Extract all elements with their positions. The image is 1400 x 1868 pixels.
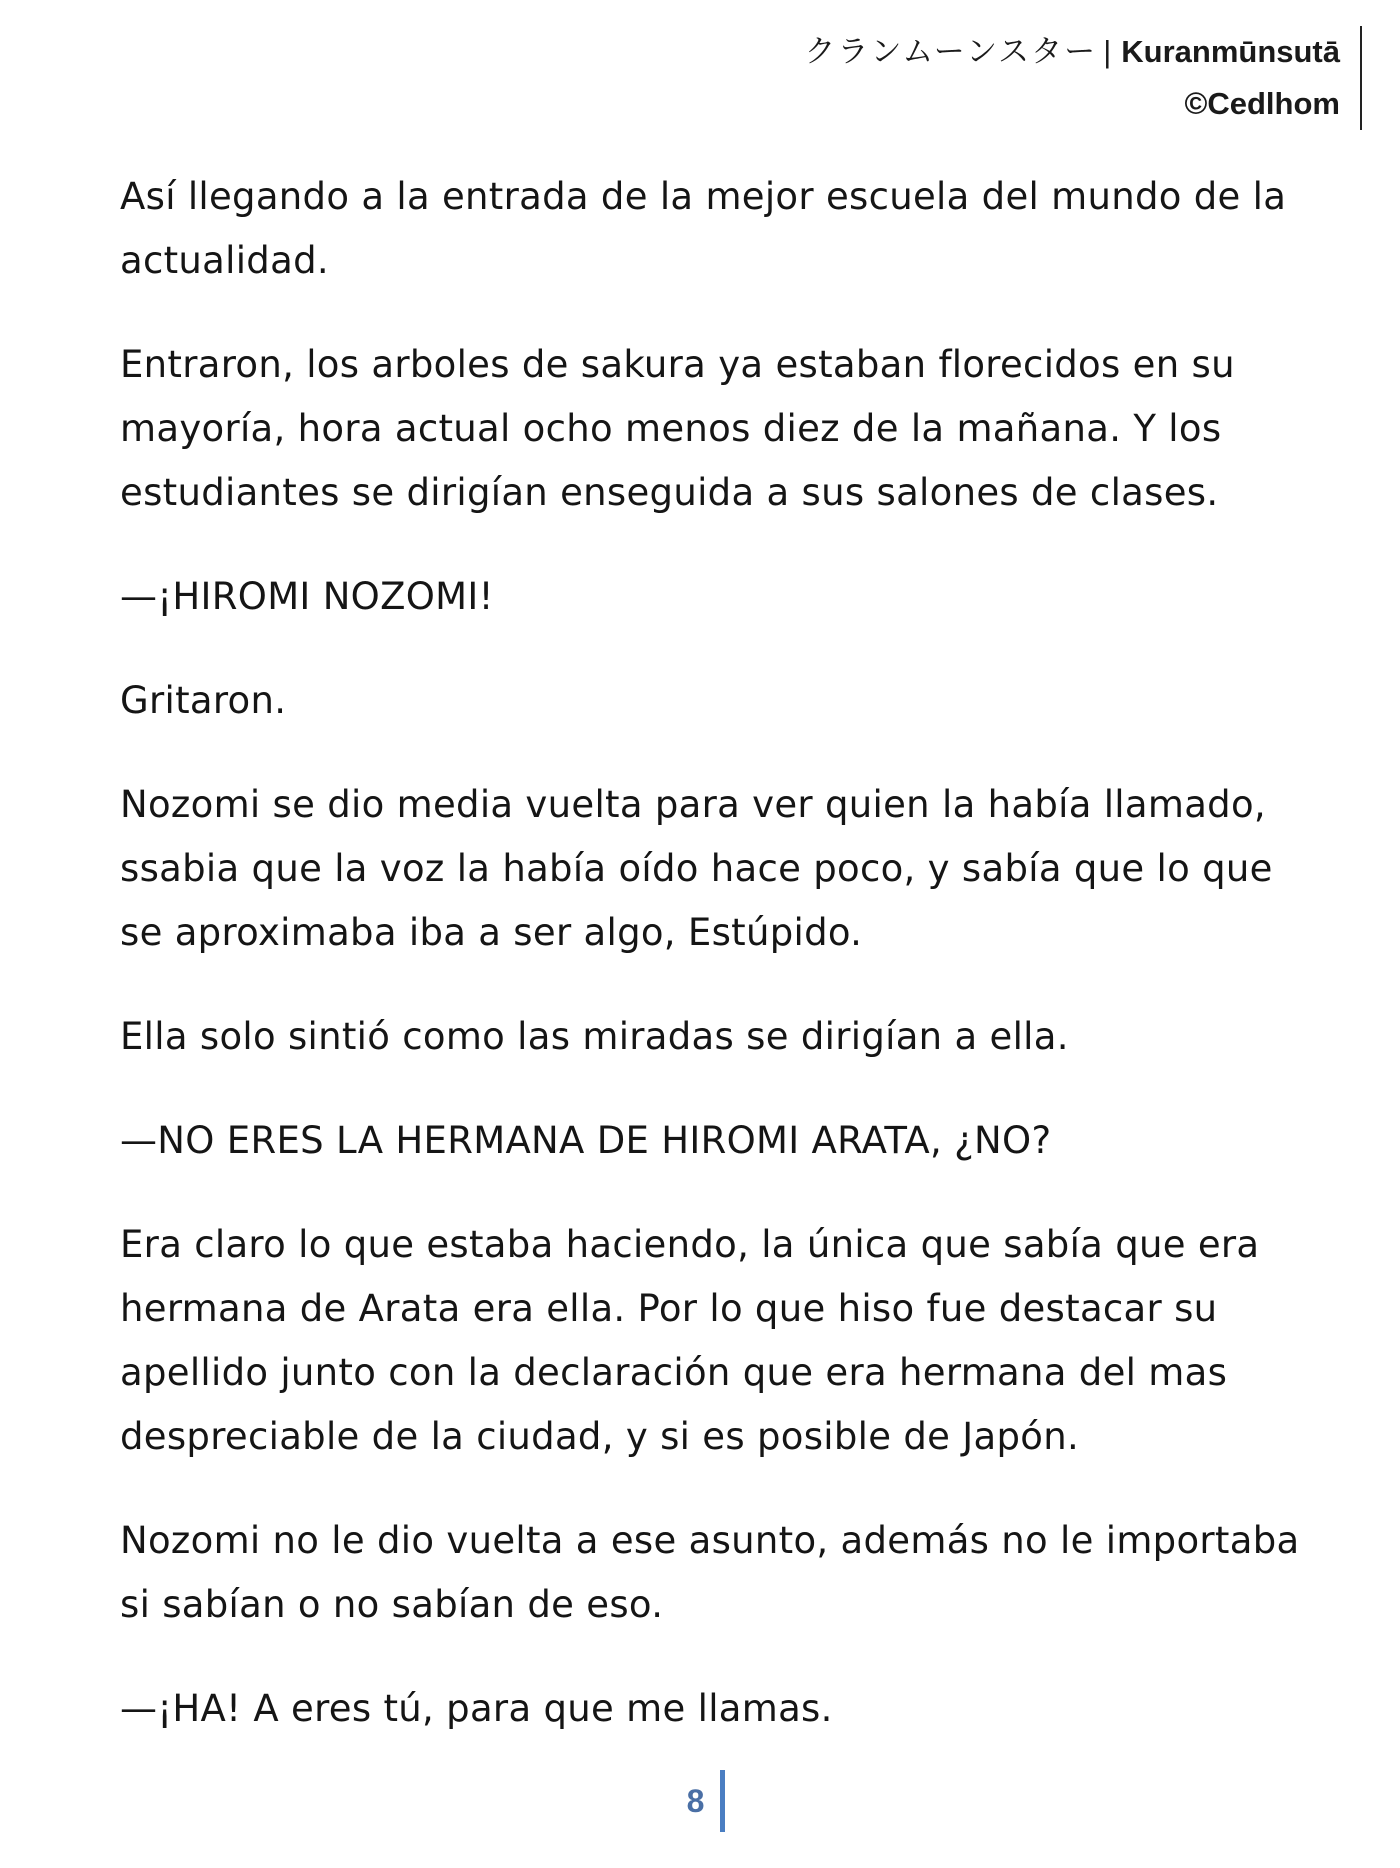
page-header [805,26,1362,130]
header-title-line [805,26,1340,78]
paragraph: Así llegando a la entrada de la mejor escuela del mundo de la actualidad. [120,175,1287,282]
paragraph: Gritaron. [120,679,287,722]
page-number: 8 [687,1770,726,1832]
body-text [120,165,1300,1781]
page-footer [0,1770,1400,1832]
header-copyright: ©Cedlhom [1184,86,1340,121]
paragraph: Nozomi se dio media vuelta para ver quien la había llamado, ssabia que la voz la había oído hace poco, y sabía que lo que se aproximaba iba a ser algo, Estúpido. [120,783,1273,954]
header-title-romaji: Kuranmūnsutā [1121,34,1340,69]
paragraph: Ella solo sintió como las miradas se dirigían a ella. [120,1015,1069,1058]
dialogue-line: —¡HA! A eres tú, para que me llamas. [120,1687,833,1730]
dialogue-line: —NO ERES LA HERMANA DE HIROMI ARATA, ¿NO? [120,1119,1052,1162]
dialogue-line: —¡HIROMI NOZOMI! [120,575,494,618]
paragraph: Nozomi no le dio vuelta a ese asunto, además no le importaba si sabían o no sabían de eso. [120,1519,1300,1626]
header-separator: | [1103,34,1112,69]
header-title-japanese: クランムーンスター [804,34,1098,69]
paragraph: Entraron, los arboles de sakura ya estaban florecidos en su mayoría, hora actual ocho menos diez de la mañana. Y los estudiantes se dirigían enseguida a sus salones de clases. [120,343,1235,514]
paragraph: Era claro lo que estaba haciendo, la única que sabía que era hermana de Arata era ella. Por lo que hiso fue destacar su apellido junto con la declaración que era hermana del mas despreciable de la ciudad, y si es posible de Japón. [120,1223,1260,1458]
